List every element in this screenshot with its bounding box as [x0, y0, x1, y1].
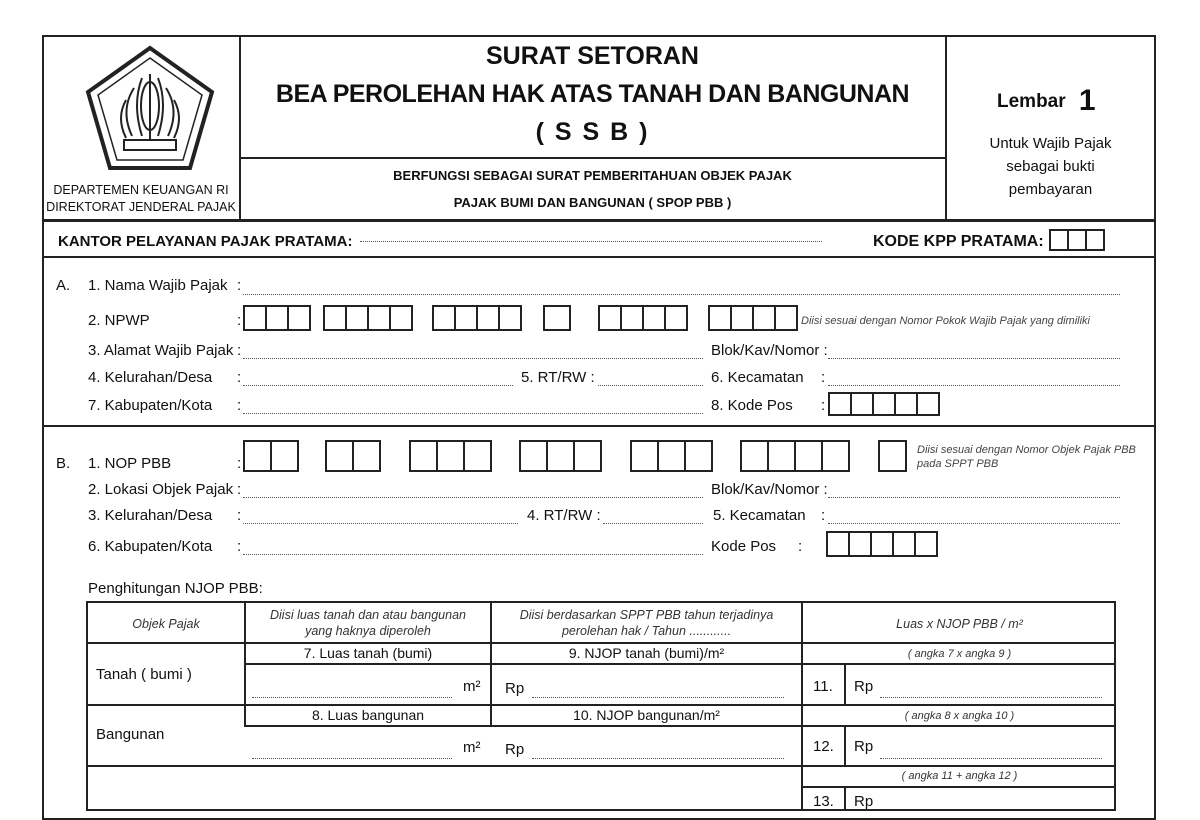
njop-num-divider — [844, 663, 846, 705]
colon: : — [821, 507, 826, 524]
formula-12: ( angka 8 x angka 10 ) — [904, 710, 1015, 722]
npwp-boxes-4[interactable] — [543, 305, 569, 331]
colon: : — [821, 369, 826, 386]
kodepos-boxes-a[interactable] — [828, 392, 938, 416]
nop-boxes-3[interactable] — [409, 440, 490, 472]
col2-header-2: yang haknya diperoleh — [305, 624, 431, 638]
kpp-code-boxes[interactable] — [1049, 229, 1103, 251]
section-divider-ab — [42, 425, 1156, 427]
colon: : — [237, 507, 242, 524]
rp-njop-tanah: Rp — [505, 680, 525, 697]
section-a-letter: A. — [56, 277, 71, 294]
kodepos-label-a: 8. Kode Pos — [711, 397, 793, 414]
kpp-divider — [42, 256, 1156, 258]
rp-13: Rp — [854, 793, 874, 810]
sheet-note-1: Untuk Wajib Pajak — [989, 135, 1112, 152]
nop-note-2: pada SPPT PBB — [917, 458, 999, 470]
nop-note-1: Diisi sesuai dengan Nomor Objek Pajak PBB — [917, 444, 1136, 456]
rtrw-field-a[interactable] — [598, 385, 703, 386]
kpp-code-label: KODE KPP PRATAMA: — [873, 233, 1044, 250]
colon: : — [798, 538, 803, 555]
njop-bangunan-label: 10. NJOP bangunan/m² — [573, 707, 720, 723]
garuda-emblem-icon — [82, 44, 218, 174]
col3-header-1: Diisi berdasarkan SPPT PBB tahun terjadinya — [519, 608, 774, 622]
nop-label: 1. NOP PBB — [88, 455, 172, 472]
kabupaten-field-b[interactable] — [243, 554, 703, 555]
field-11[interactable] — [880, 697, 1102, 698]
colon: : — [237, 277, 242, 294]
npwp-boxes-3[interactable] — [432, 305, 520, 331]
col1-header: Objek Pajak — [132, 617, 200, 631]
sheet-note-3: pembayaran — [1008, 181, 1093, 198]
kpp-office-label: KANTOR PELAYANAN PAJAK PRATAMA: — [58, 233, 353, 250]
sheet-note-2: sebagai bukti — [1006, 158, 1095, 175]
rtrw-field-b[interactable] — [603, 523, 703, 524]
subtitle-line-2: PAJAK BUMI DAN BANGUNAN ( SPOP PBB ) — [453, 195, 732, 210]
colon: : — [821, 397, 826, 414]
rtrw-label-b: 4. RT/RW : — [527, 507, 601, 524]
section-b-letter: B. — [56, 455, 71, 472]
field-12[interactable] — [880, 758, 1102, 759]
title-line-2: BEA PEROLEHAN HAK ATAS TANAH DAN BANGUNAN — [275, 80, 910, 108]
sheet-label — [997, 84, 1096, 118]
njop-row2-bottom — [86, 765, 1116, 767]
luas-tanah-field[interactable] — [252, 697, 452, 698]
njop-tanah-label: 9. NJOP tanah (bumi)/m² — [568, 645, 725, 661]
title-line-1: SURAT SETORAN — [486, 42, 699, 70]
njop-bangunan-field[interactable] — [532, 758, 784, 759]
nama-wajib-pajak-label: 1. Nama Wajib Pajak — [88, 277, 228, 294]
num-13: 13. — [813, 793, 834, 810]
formula-13: ( angka 11 + angka 12 ) — [901, 770, 1018, 782]
npwp-boxes-6[interactable] — [708, 305, 796, 331]
njop-row-divider — [86, 704, 1116, 706]
colon: : — [237, 312, 242, 329]
npwp-note: Diisi sesuai dengan Nomor Pokok Wajib Pajak yang dimiliki — [801, 315, 1090, 327]
blok-label-b: Blok/Kav/Nomor : — [711, 481, 828, 498]
blok-label-a: Blok/Kav/Nomor : — [711, 342, 828, 359]
njop-sublabel-line-2 — [244, 725, 1116, 727]
nama-wajib-pajak-field[interactable] — [243, 294, 1120, 295]
blok-field-a[interactable] — [828, 358, 1120, 359]
unit-m2-tanah: m² — [463, 678, 481, 695]
unit-m2-bangunan: m² — [463, 739, 481, 756]
kelurahan-label-b: 3. Kelurahan/Desa — [88, 507, 213, 524]
alamat-field[interactable] — [243, 358, 703, 359]
lokasi-field[interactable] — [243, 497, 703, 498]
rp-njop-bangunan: Rp — [505, 741, 525, 758]
kabupaten-field-a[interactable] — [243, 413, 703, 414]
colon: : — [237, 369, 242, 386]
rp-12: Rp — [854, 738, 874, 755]
nop-boxes-2[interactable] — [325, 440, 379, 472]
kodepos-label-b: Kode Pos — [711, 538, 777, 555]
num-12: 12. — [813, 738, 834, 755]
alamat-label: 3. Alamat Wajib Pajak — [88, 342, 234, 359]
njop-sublabel-line-1 — [244, 663, 1116, 665]
lokasi-label: 2. Lokasi Objek Pajak — [88, 481, 234, 498]
colon: : — [237, 397, 242, 414]
kabupaten-label-a: 7. Kabupaten/Kota — [88, 397, 213, 414]
colon: : — [237, 481, 242, 498]
kabupaten-label-b: 6. Kabupaten/Kota — [88, 538, 213, 555]
nop-boxes-7[interactable] — [878, 440, 905, 472]
formula-11: ( angka 7 x angka 9 ) — [907, 648, 1012, 660]
nop-boxes-6[interactable] — [740, 440, 848, 472]
col2-header-1: Diisi luas tanah dan atau bangunan — [270, 608, 466, 622]
nop-boxes-5[interactable] — [630, 440, 711, 472]
npwp-boxes-1[interactable] — [243, 305, 309, 331]
row-tanah-label: Tanah ( bumi ) — [96, 666, 192, 683]
njop-num-divider-3 — [844, 786, 846, 811]
rp-11: Rp — [854, 678, 874, 695]
npwp-label: 2. NPWP — [88, 312, 150, 329]
org-line-2: DIREKTORAT JENDERAL PAJAK — [46, 200, 236, 214]
npwp-boxes-5[interactable] — [598, 305, 686, 331]
kelurahan-label-a: 4. Kelurahan/Desa — [88, 369, 213, 386]
rtrw-label-a: 5. RT/RW : — [521, 369, 595, 386]
kecamatan-field-b[interactable] — [828, 523, 1120, 524]
njop-tanah-field[interactable] — [532, 697, 784, 698]
luas-tanah-label: 7. Luas tanah (bumi) — [303, 645, 433, 661]
colon: : — [237, 455, 242, 472]
num-11: 11. — [813, 678, 833, 695]
title-line-3: ( S S B ) — [535, 118, 650, 146]
sheet-label-text: Lembar — [997, 91, 1066, 112]
kecamatan-label-a: 6. Kecamatan — [711, 369, 804, 386]
kecamatan-field-a[interactable] — [828, 385, 1120, 386]
sheet-number: 1 — [1078, 84, 1096, 117]
colon: : — [237, 538, 242, 555]
kecamatan-label-b: 5. Kecamatan — [713, 507, 806, 524]
njop-sum-line — [801, 786, 1116, 788]
luas-bangunan-label: 8. Luas bangunan — [311, 707, 425, 723]
colon: : — [237, 342, 242, 359]
kelurahan-field-b[interactable] — [243, 523, 518, 524]
kelurahan-field-a[interactable] — [243, 385, 513, 386]
org-line-1: DEPARTEMEN KEUANGAN RI — [53, 183, 229, 197]
kodepos-boxes-b[interactable] — [826, 531, 936, 557]
njop-header-bottom — [86, 642, 1116, 644]
nop-boxes-4[interactable] — [519, 440, 600, 472]
blok-field-b[interactable] — [828, 497, 1120, 498]
row-bangunan-label: Bangunan — [96, 726, 165, 743]
luas-bangunan-field[interactable] — [252, 758, 452, 759]
subtitle-line-1: BERFUNGSI SEBAGAI SURAT PEMBERITAHUAN OBJEK PAJAK — [393, 168, 792, 183]
njop-section-title: Penghitungan NJOP PBB: — [88, 580, 263, 597]
col3-header-2: perolehan hak / Tahun ............ — [561, 624, 732, 638]
nop-boxes-1[interactable] — [243, 440, 297, 472]
npwp-boxes-2[interactable] — [323, 305, 411, 331]
kpp-office-field[interactable] — [360, 241, 822, 242]
header-title-divider — [239, 157, 946, 159]
njop-num-divider-2 — [844, 725, 846, 765]
col4-header: Luas x NJOP PBB / m² — [896, 617, 1023, 631]
